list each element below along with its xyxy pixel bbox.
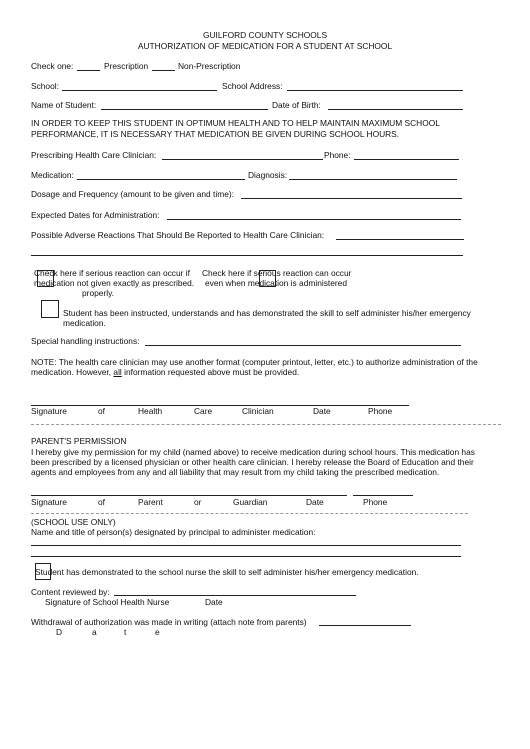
parent-permission-line2: been prescribed by a licensed physician or other health care clinician. I hereby release the Board of Education and their [31,457,474,467]
clinician-phone-field[interactable] [354,159,459,160]
dosage-label: Dosage and Frequency (amount to be given and time): [31,189,234,199]
note-line2: medication. However, all information requested above must be provided. [31,367,300,377]
reactions-field[interactable] [336,239,464,240]
nurse-demonstration-text: Student has demonstrated to the school nurse the skill to self administer his/her emergency medication. [35,567,419,577]
withdrawal-date-char-2: a [92,627,97,637]
reaction-not-given-line1: Check here if serious reaction can occur if [34,268,190,278]
reaction-admin-line2: even when medication is administered [205,278,347,288]
school-address-label: School Address: [222,81,283,91]
diagnosis-label: Diagnosis: [248,170,288,180]
parent-sig-word-4: or [194,497,202,507]
parent-permission-heading: PARENT'S PERMISSION [31,436,127,446]
designated-field-2[interactable] [31,556,461,557]
student-name-label: Name of Student: [31,100,97,110]
clinician-label: Prescribing Health Care Clinician: [31,150,157,160]
medication-label: Medication: [31,170,74,180]
clinician-sig-word-2: of [98,406,105,416]
dosage-field[interactable] [241,198,462,199]
school-system-title: GUILFORD COUNTY SCHOOLS [202,30,328,40]
prescription-label: Prescription [104,61,149,71]
intro-statement: IN ORDER TO KEEP THIS STUDENT IN OPTIMUM HEALTH AND TO HELP MAINTAIN MAXIMUM SCHOOL PERFORMANCE, IT IS NECESSARY THAT MEDICATION BE GIVEN DURING SCHOOL HOURS. [31,118,440,139]
clinician-sig-word-3: Health [138,406,163,416]
withdrawal-date-field[interactable] [319,625,411,626]
parent-sig-word-3: Parent [138,497,163,507]
parent-sig-word-2: of [98,497,105,507]
special-handling-field[interactable] [145,345,461,346]
clinician-sig-word-1: Signature [31,406,67,416]
clinician-field[interactable] [162,159,323,160]
section-divider-2 [31,513,468,514]
reactions-label: Possible Adverse Reactions That Should Be Reported to Health Care Clinician: [31,230,325,240]
reaction-admin-line1: Check here if serious reaction can occur [202,268,352,278]
non-prescription-label: Non-Prescription [178,61,241,71]
note-line1: NOTE: The health care clinician may use another format (computer printout, letter, etc.) to authorize administration of the [31,357,478,367]
content-reviewed-field[interactable] [114,595,356,596]
dob-field[interactable] [328,109,463,110]
clinician-sig-word-4: Care [194,406,213,416]
school-address-field[interactable] [287,90,463,91]
parent-permission-line3: agents and employees from any and all liability that may result from my child taking the prescribed medication. [31,467,440,477]
school-label: School: [31,81,59,91]
self-administer-line1: Student has been instructed, understands and has demonstrated the skill to self administer his/her emergency [63,308,471,318]
dob-label: Date of Birth: [272,100,321,110]
designated-field-1[interactable] [31,545,461,546]
parent-permission-line1: I hereby give my permission for my child (named above) to receive medication during school hours. This medication has [31,447,475,457]
clinician-sig-word-6: Date [313,406,331,416]
medication-field[interactable] [77,179,245,180]
reaction-not-given-line2: medication not given exactly as prescribed. [34,278,195,288]
section-divider [31,424,501,425]
diagnosis-field[interactable] [289,179,457,180]
prescription-blank[interactable] [77,70,100,71]
nurse-date-caption: Date [205,597,223,607]
withdrawal-date-char-3: t [124,627,127,637]
parent-sig-word-7: Phone [363,497,388,507]
withdrawal-date-char-4: e [155,627,160,637]
clinician-sig-word-5: Clinician [242,406,274,416]
non-prescription-blank[interactable] [152,70,175,71]
parent-sig-word-6: Date [306,497,324,507]
withdrawal-label: Withdrawal of authorization was made in writing (attach note from parents) [31,617,307,627]
clinician-signature-line[interactable] [31,405,409,406]
expected-dates-label: Expected Dates for Administration: [31,210,160,220]
parent-signature-line[interactable] [31,495,347,496]
parent-sig-word-1: Signature [31,497,67,507]
withdrawal-date-char-1: D [56,627,63,637]
form-title: AUTHORIZATION OF MEDICATION FOR A STUDENT AT SCHOOL [137,41,393,51]
reaction-admin-line3: properly. [82,288,114,298]
parent-sig-word-5: Guardian [233,497,268,507]
school-use-heading: (SCHOOL USE ONLY) [31,517,116,527]
phone-label: Phone: [324,150,351,160]
content-reviewed-label: Content reviewed by: [31,587,110,597]
parent-phone-line[interactable] [353,495,413,496]
clinician-sig-word-7: Phone [368,406,393,416]
school-field[interactable] [62,90,217,91]
student-name-field[interactable] [101,109,268,110]
check-one-label: Check one: [31,61,74,71]
special-handling-label: Special handling instructions: [31,336,140,346]
expected-dates-field[interactable] [167,219,461,220]
nurse-signature-caption: Signature of School Health Nurse [45,597,170,607]
reactions-field-line2[interactable] [31,255,463,256]
self-administer-checkbox[interactable] [41,300,59,318]
designated-label: Name and title of person(s) designated by principal to administer medication: [31,527,316,537]
self-administer-line2: medication. [63,318,106,328]
